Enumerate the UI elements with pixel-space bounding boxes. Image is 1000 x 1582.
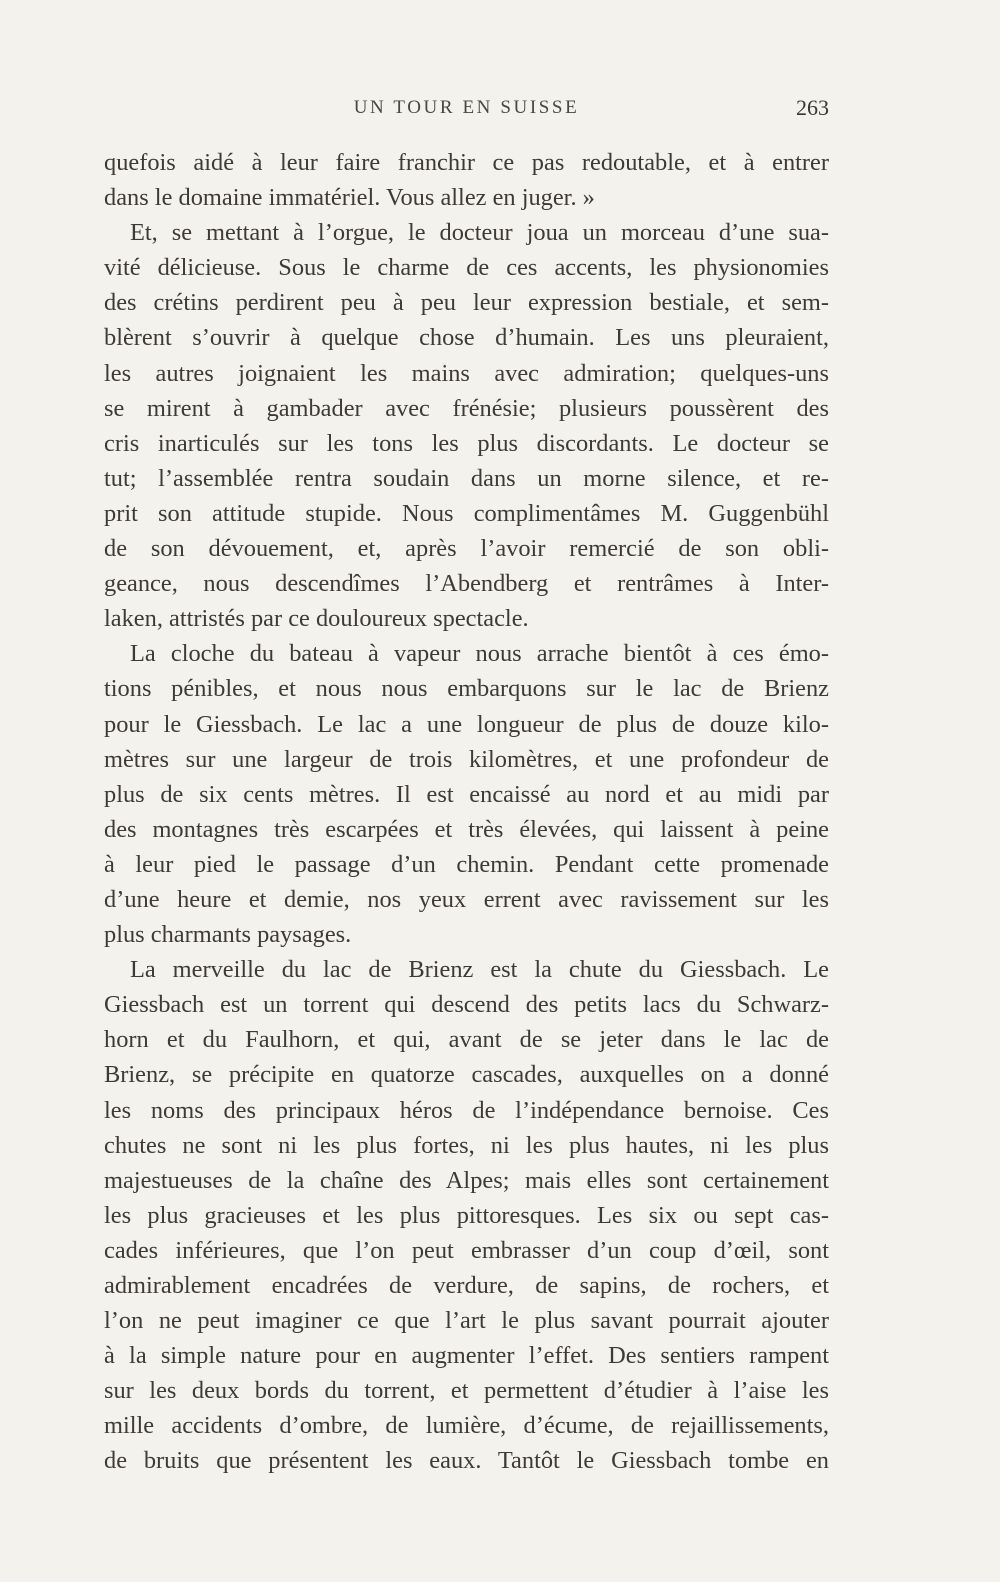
text-line: dans le domaine immatériel. Vous allez en juger. »: [104, 184, 595, 212]
text-line: geance, nous descendîmes l’Abendberg et rentrâmes à Inter-: [104, 570, 829, 598]
text-line: laken, attristés par ce douloureux spectacle.: [104, 605, 529, 633]
page-header: [104, 97, 829, 127]
text-line: prit son attitude stupide. Nous complimentâmes M. Guggenbühl: [104, 499, 829, 527]
text-line: des montagnes très escarpées et très élevées, qui laissent à peine: [104, 815, 829, 843]
text-line: mille accidents d’ombre, de lumière, d’écume, de rejaillissements,: [104, 1412, 829, 1440]
text-line: blèrent s’ouvrir à quelque chose d’humain. Les uns pleuraient,: [104, 324, 829, 352]
text-line: admirablement encadrées de verdure, de sapins, de rochers, et: [104, 1272, 829, 1299]
text-line: se mirent à gambader avec frénésie; plusieurs poussèrent des: [104, 394, 829, 422]
text-line: pour le Giessbach. Le lac a une longueur de plus de douze kilo-: [104, 710, 829, 738]
text-line: Giessbach est un torrent qui descend des petits lacs du Schwarz-: [104, 991, 829, 1019]
text-line: vité délicieuse. Sous le charme de ces accents, les physionomies: [104, 254, 829, 282]
text-line: l’on ne peut imaginer ce que l’art le plus savant pourrait ajouter: [104, 1307, 829, 1335]
text-line: cris inarticulés sur les tons les plus discordants. Le docteur se: [104, 429, 829, 457]
text-line: les plus gracieuses et les plus pittoresques. Les six ou sept cas-: [104, 1201, 829, 1229]
text-line: sur les deux bords du torrent, et permettent d’étudier à l’aise les: [104, 1377, 829, 1405]
text-line: La merveille du lac de Brienz est la chute du Giessbach. Le: [130, 956, 829, 984]
text-line: de bruits que présentent les eaux. Tantôt le Giessbach tombe en: [104, 1447, 829, 1475]
text-line: plus de six cents mètres. Il est encaissé au nord et au midi par: [104, 780, 829, 808]
running-title: UN TOUR EN SUISSE: [353, 97, 580, 118]
text-line: les autres joignaient les mains avec admiration; quelques-uns: [104, 359, 829, 387]
text-line: de son dévouement, et, après l’avoir remercié de son obli-: [104, 535, 829, 563]
text-line: horn et du Faulhorn, et qui, avant de se jeter dans le lac de: [104, 1026, 829, 1054]
text-line: La cloche du bateau à vapeur nous arrache bientôt à ces émo-: [130, 640, 829, 668]
body-text: [104, 145, 829, 1479]
text-line: mètres sur une largeur de trois kilomètres, et une profondeur de: [104, 745, 829, 773]
page-number: 263: [796, 95, 829, 120]
text-line: d’une heure et demie, nos yeux errent avec ravissement sur les: [104, 885, 829, 913]
text-line: quefois aidé à leur faire franchir ce pas redoutable, et à entrer: [104, 149, 829, 176]
text-line: à leur pied le passage d’un chemin. Pendant cette promenade: [104, 850, 829, 878]
text-line: tut; l’assemblée rentra soudain dans un morne silence, et re-: [104, 464, 829, 492]
text-line: des crétins perdirent peu à peu leur expression bestiale, et sem-: [104, 289, 829, 317]
text-line: cades inférieures, que l’on peut embrasser d’un coup d’œil, sont: [104, 1236, 829, 1264]
text-line: tions pénibles, et nous nous embarquons sur le lac de Brienz: [104, 675, 829, 703]
text-line: à la simple nature pour en augmenter l’effet. Des sentiers rampent: [104, 1342, 829, 1370]
text-line: Et, se mettant à l’orgue, le docteur joua un morceau d’une sua-: [130, 219, 829, 247]
text-line: majestueuses de la chaîne des Alpes; mais elles sont certainement: [104, 1166, 829, 1194]
text-line: Brienz, se précipite en quatorze cascades, auxquelles on a donné: [104, 1061, 829, 1089]
text-line: chutes ne sont ni les plus fortes, ni les plus hautes, ni les plus: [104, 1131, 829, 1159]
text-line: plus charmants paysages.: [104, 921, 352, 949]
text-line: les noms des principaux héros de l’indépendance bernoise. Ces: [104, 1096, 829, 1124]
